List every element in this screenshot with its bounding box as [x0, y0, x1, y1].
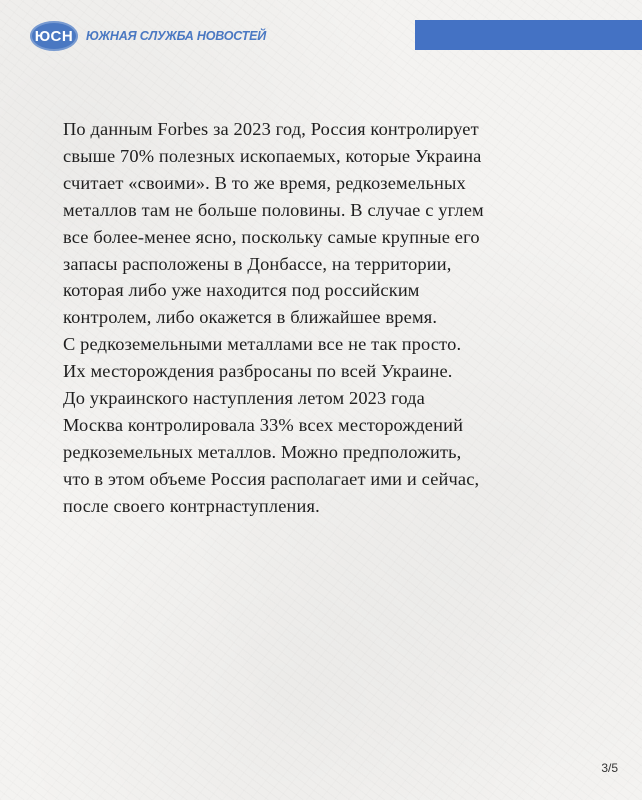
article-line: считает «своими». В то же время, редкоземельных	[63, 172, 466, 193]
article-line: после своего контрнаступления.	[63, 495, 320, 516]
article-line: все более-менее ясно, поскольку самые крупные его	[63, 226, 480, 247]
article-line: С редкоземельными металлами все не так просто.	[63, 334, 462, 355]
logo-abbreviation: ЮСН	[34, 27, 74, 45]
article-line: Москва контролировала 33% всех месторождений	[63, 414, 464, 435]
article-line: которая либо уже находится под российским	[63, 280, 420, 301]
page-indicator: 3/5	[601, 761, 618, 775]
logo-name: ЮЖНАЯ СЛУЖБА НОВОСТЕЙ	[86, 29, 266, 43]
article-body	[63, 116, 583, 520]
article-line: запасы расположены в Донбассе, на территории,	[63, 253, 452, 274]
article-line: свыше 70% полезных ископаемых, которые Украина	[63, 145, 482, 166]
article-line: Их месторождения разбросаны по всей Украине.	[63, 361, 453, 382]
logo-badge	[30, 21, 78, 51]
article-line: До украинского наступления летом 2023 года	[63, 388, 425, 409]
header-accent-bar	[415, 20, 642, 50]
brand-logo	[30, 20, 266, 52]
article-line: контролем, либо окажется в ближайшее время.	[63, 307, 438, 328]
article-line: что в этом объеме Россия располагает ими и сейчас,	[63, 468, 480, 489]
article-line: металлов там не больше половины. В случае с углем	[63, 199, 484, 220]
article-line: редкоземельных металлов. Можно предположить,	[63, 441, 462, 462]
article-line: По данным Forbes за 2023 год, Россия контролирует	[63, 119, 479, 139]
